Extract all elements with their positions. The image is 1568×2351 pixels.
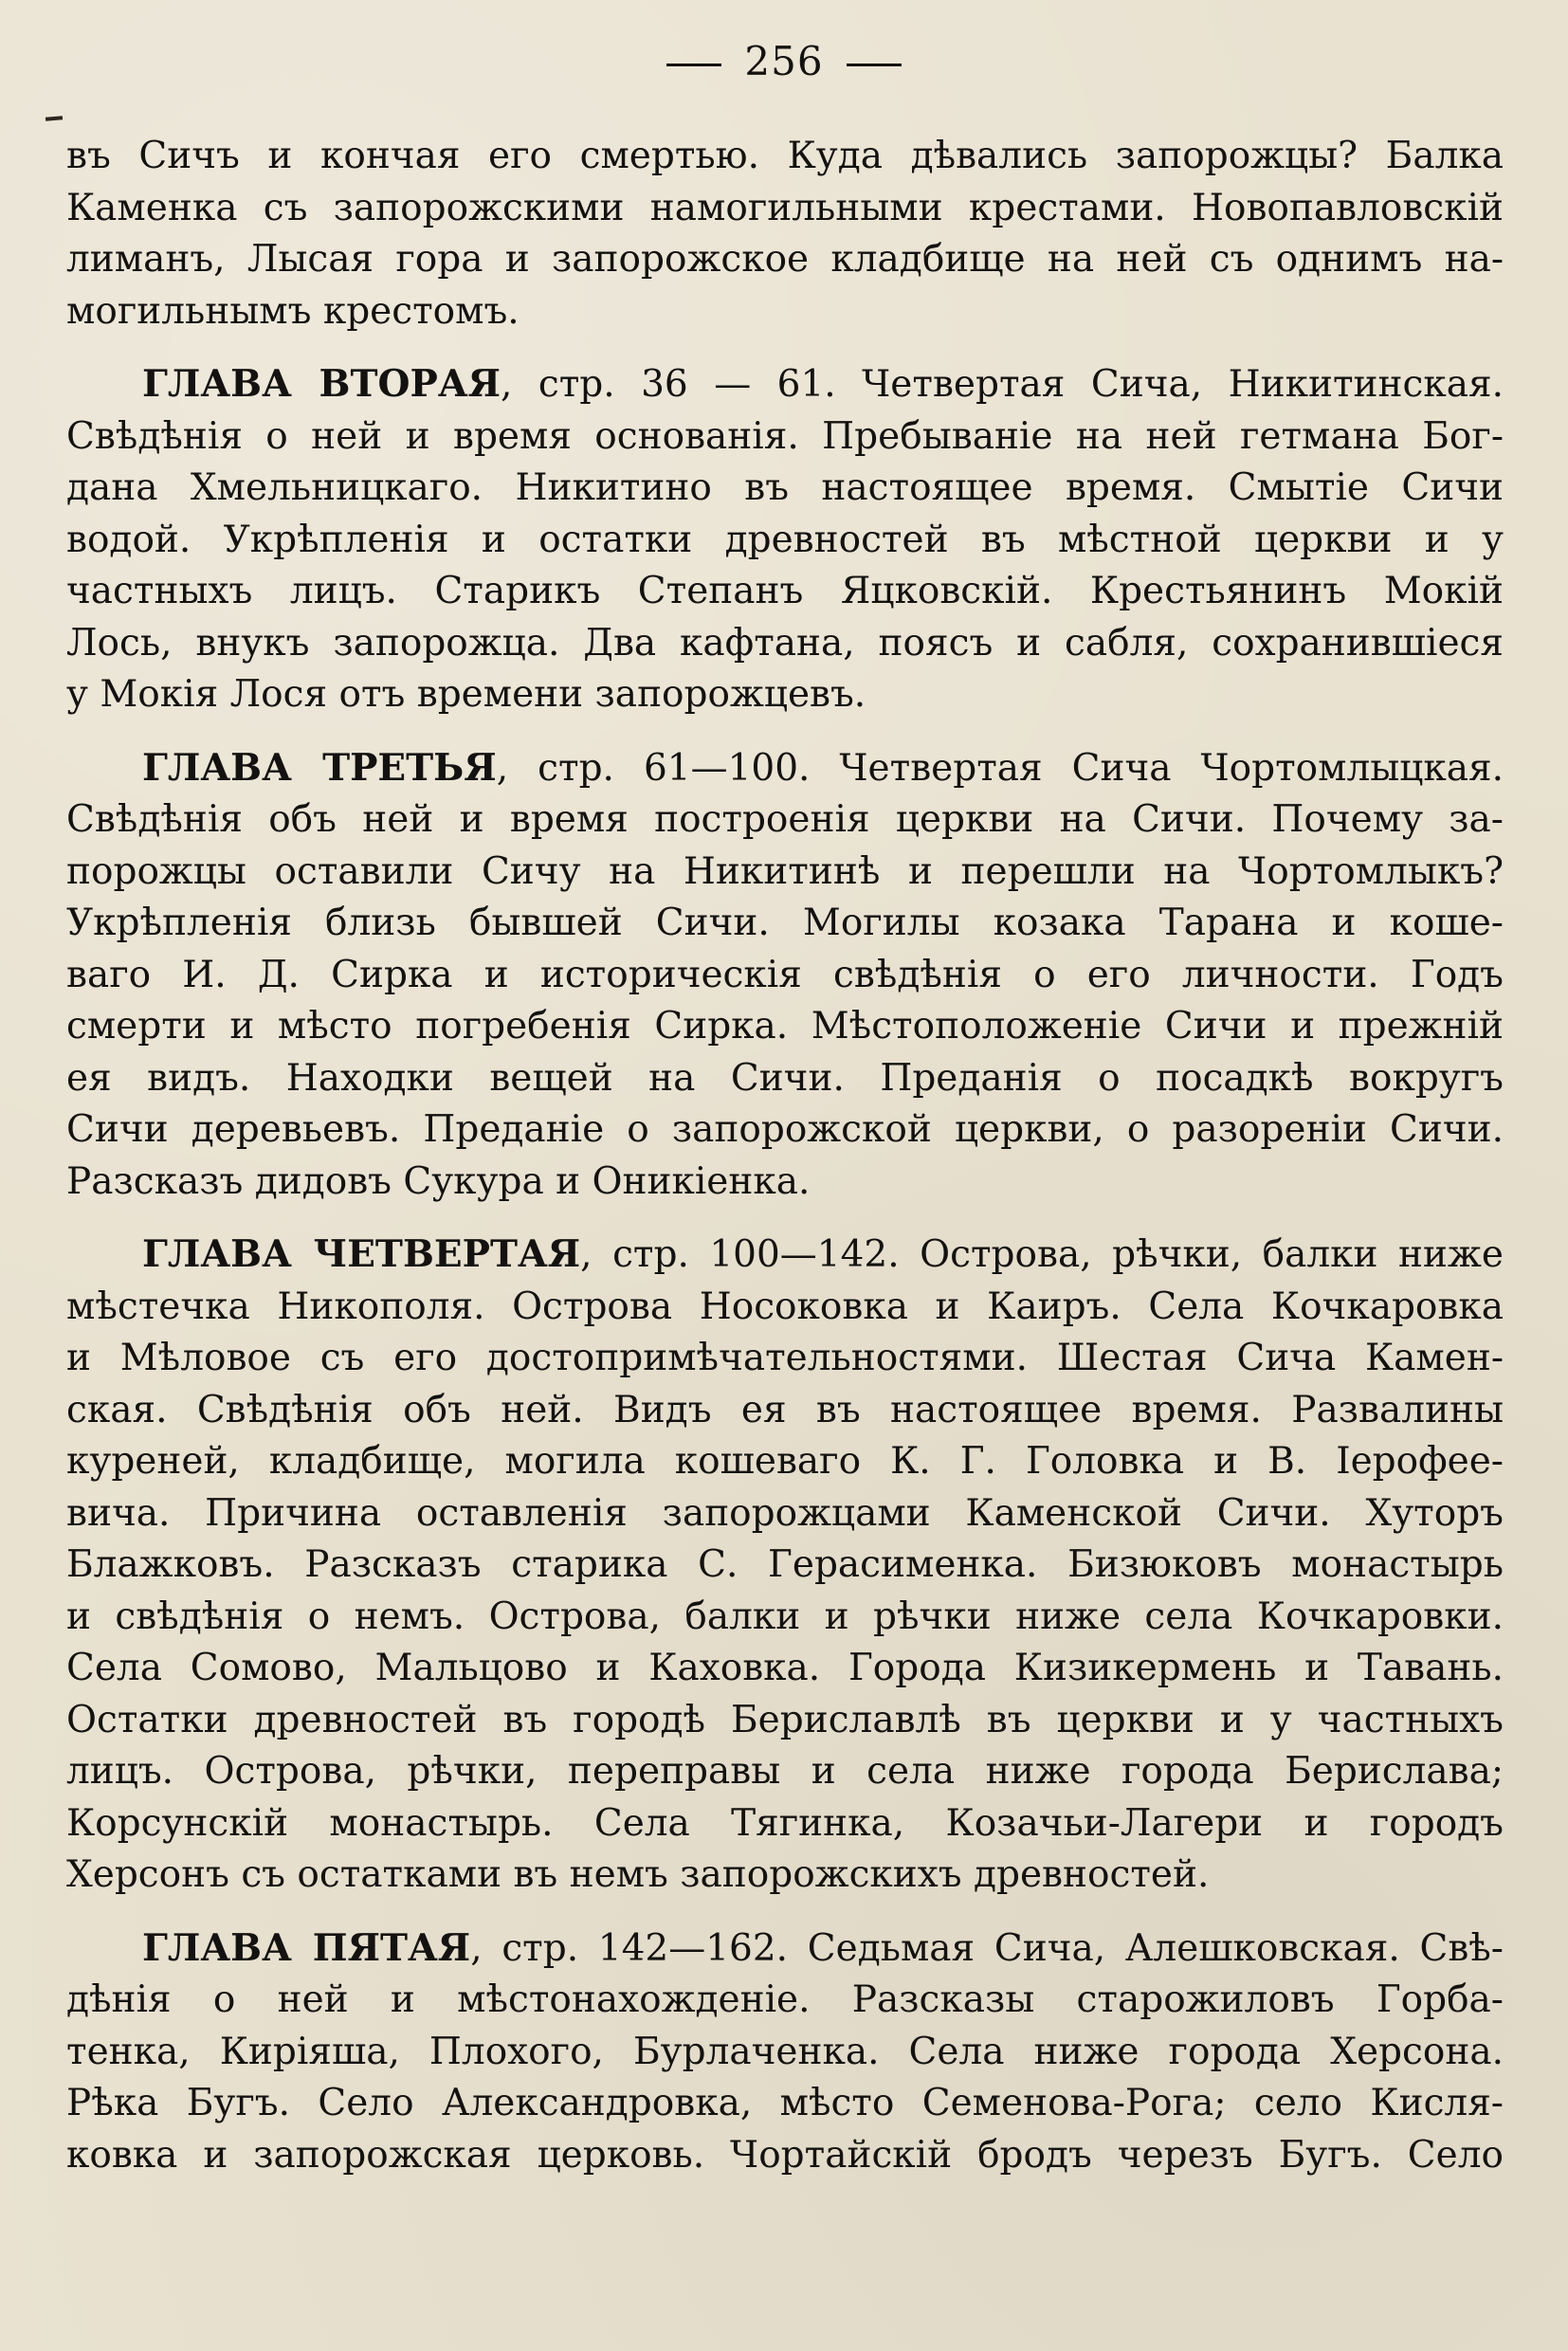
chapter-four-paragraph bbox=[66, 1229, 1504, 1902]
text-line: и свѣдѣнія о немъ. Острова, балки и рѣчки ниже села Кочкаровки. bbox=[66, 1595, 1504, 1638]
text-line: Разсказъ дидовъ Сукура и Оникіенка. bbox=[66, 1159, 811, 1203]
text-line: Остатки древностей въ городѣ Бериславлѣ въ церкви и у частныхъ bbox=[66, 1698, 1504, 1741]
paragraph-gap bbox=[66, 1902, 1504, 1923]
text-line: у Мокія Лося отъ времени запорожцевъ. bbox=[66, 673, 866, 716]
text-line: ея видъ. Находки вещей на Сичи. Преданія о посадкѣ вокругъ bbox=[66, 1056, 1504, 1100]
text-line: тенка, Киріяша, Плохого, Бурлаченка. Села ниже города Херсона. bbox=[66, 2030, 1504, 2073]
text-line: куреней, кладбище, могила кошеваго К. Г. Головка и В. Іерофее- bbox=[66, 1440, 1504, 1483]
chapter-heading-line bbox=[66, 1923, 1504, 1976]
text-line: Свѣдѣнія о ней и время основанія. Пребываніе на ней гетмана Бог- bbox=[66, 414, 1504, 458]
paragraph-gap bbox=[66, 337, 1504, 358]
text-line: дана Хмельницкаго. Никитино въ настоящее время. Смытіе Сичи bbox=[66, 466, 1504, 509]
chapter-three-paragraph bbox=[66, 742, 1504, 1209]
text-line: Херсонъ съ остатками въ немъ запорожскихъ древностей. bbox=[66, 1853, 1210, 1896]
chapter-heading-text: , стр. 61—100. Четвертая Сича Чортомлыцкая. bbox=[496, 746, 1504, 790]
intro-paragraph bbox=[66, 131, 1504, 337]
chapter-heading-line bbox=[66, 742, 1504, 795]
text-line: Каменка съ запорожскими намогильными крестами. Новопавловскій bbox=[66, 186, 1504, 229]
text-line: Укрѣпленія близь бывшей Сичи. Могилы козака Тарана и коше- bbox=[66, 902, 1504, 944]
text-line: ковка и запорожская церковь. Чортайскій бродъ черезъ Бугъ. Село bbox=[66, 2133, 1504, 2177]
page-number-dash-left bbox=[666, 64, 721, 66]
chapter-title: ГЛАВА ПЯТАЯ bbox=[142, 1925, 471, 1970]
text-line: ваго И. Д. Сирка и историческія свѣдѣнія о его личности. Годъ bbox=[66, 953, 1504, 996]
text-line: лицъ. Острова, рѣчки, переправы и села ниже города Берислава; bbox=[66, 1750, 1504, 1793]
chapter-two-paragraph bbox=[66, 358, 1504, 721]
chapter-title: ГЛАВА ТРЕТЬЯ bbox=[142, 745, 497, 790]
text-line: и Мѣловое съ его достопримѣчательностями. Шестая Сича Камен- bbox=[66, 1337, 1504, 1379]
text-line: частныхъ лицъ. Старикъ Степанъ Яцковскій. Крестьянинъ Мокій bbox=[66, 570, 1504, 612]
text-line: смерти и мѣсто погребенія Сирка. Мѣстоположеніе Сичи и прежній bbox=[66, 1005, 1504, 1048]
text-line: порожцы оставили Сичу на Никитинѣ и перешли на Чортомлыкъ? bbox=[66, 849, 1504, 893]
page-number bbox=[0, 38, 1568, 85]
text-line: Сичи деревьевъ. Преданіе о запорожской церкви, о разореніи Сичи. bbox=[66, 1108, 1504, 1151]
chapter-title: ГЛАВА ВТОРАЯ bbox=[142, 362, 501, 406]
chapter-heading-text: , стр. 100—142. Острова, рѣчки, балки ниже bbox=[580, 1233, 1504, 1276]
chapter-title: ГЛАВА ЧЕТВЕРТАЯ bbox=[142, 1232, 581, 1276]
text-line: мѣстечка Никополя. Острова Носоковка и Каиръ. Села Кочкаровка bbox=[66, 1285, 1504, 1328]
text-line: Свѣдѣнія объ ней и время построенія церкви на Сичи. Почему за- bbox=[66, 798, 1504, 841]
text-line: лиманъ, Лысая гора и запорожское кладбище на ней съ однимъ на- bbox=[66, 238, 1504, 281]
text-line: Лось, внукъ запорожца. Два кафтана, поясъ и сабля, сохранившіеся bbox=[66, 621, 1504, 665]
page-number-dash-right bbox=[847, 64, 902, 66]
text-line: дѣнія о ней и мѣстонахожденіе. Разсказы старожиловъ Горба- bbox=[66, 1978, 1504, 2021]
chapter-heading-line bbox=[66, 358, 1504, 411]
text-line: водой. Укрѣпленія и остатки древностей въ мѣстной церкви и у bbox=[66, 518, 1504, 561]
text-line: ская. Свѣдѣнія объ ней. Видъ ея въ настоящее время. Развалины bbox=[66, 1388, 1504, 1431]
chapter-heading-text: , стр. 36 — 61. Четвертая Сича, Никитинская. bbox=[501, 363, 1504, 406]
chapter-five-paragraph bbox=[66, 1923, 1504, 2182]
chapter-heading-line bbox=[66, 1229, 1504, 1282]
text-line: вича. Причина оставленія запорожцами Каменской Сичи. Хуторъ bbox=[66, 1491, 1504, 1535]
text-line: могильнымъ крестомъ. bbox=[66, 289, 520, 333]
paragraph-gap bbox=[66, 1208, 1504, 1229]
chapter-heading-text: , стр. 142—162. Седьмая Сича, Алешковская. Свѣ- bbox=[470, 1926, 1504, 1970]
text-line: Рѣка Бугъ. Село Александровка, мѣсто Семенова-Рога; село Кисля- bbox=[66, 2082, 1504, 2124]
text-line: Корсунскій монастырь. Села Тягинка, Козачьи-Лагери и городъ bbox=[66, 1801, 1504, 1845]
text-line: Села Сомово, Мальцово и Каховка. Города Кизикермень и Тавань. bbox=[66, 1647, 1504, 1689]
text-line: въ Сичъ и кончая его смертью. Куда дѣвались запорожцы? Балка bbox=[66, 135, 1504, 177]
paragraph-gap bbox=[66, 721, 1504, 742]
text-line: Блажковъ. Разсказъ старика С. Герасименка. Бизюковъ монастырь bbox=[66, 1543, 1504, 1586]
margin-ink-mark bbox=[46, 116, 63, 121]
page-number-value: 256 bbox=[744, 38, 824, 84]
table-of-contents-text bbox=[66, 131, 1504, 2181]
